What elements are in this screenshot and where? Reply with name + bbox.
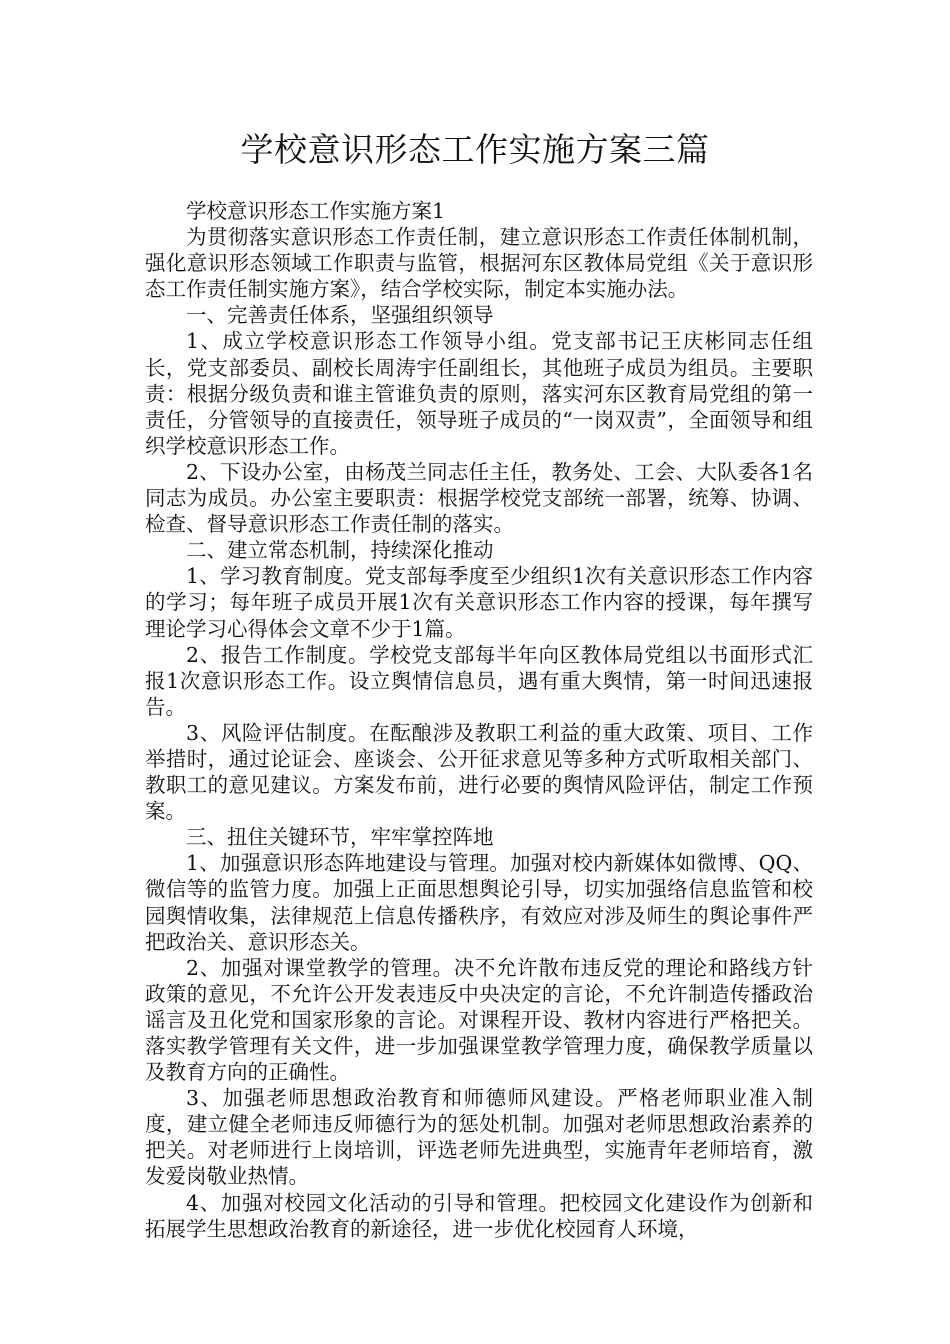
body-paragraph: 3、加强老师思想政治教育和师德师风建设。严格老师职业准入制度，建立健全老师违反师德行为的惩处机制。加强对老师思想政治素养的把关。对老师进行上岗培训，评选老师先进典型，实施青年老师培育，激发爱岗敬业热情。 <box>145 1086 813 1189</box>
section-heading: 二、建立常态机制，持续深化推动 <box>186 538 494 563</box>
body-paragraph: 2、下设办公室，由杨茂兰同志任主任，教务处、工会、大队委各1名同志为成员。办公室主要职责：根据学校党支部统一部署，统筹、协调、检查、督导意识形态工作责任制的落实。 <box>145 459 813 537</box>
section-heading: 一、完善责任体系，坚强组织领导 <box>186 303 494 328</box>
section-heading: 三、扭住关键环节，牢牢掌控阵地 <box>186 825 494 850</box>
intro-paragraph: 为贯彻落实意识形态工作责任制，建立意识形态工作责任体制机制，强化意识形态领域工作职责与监管，根据河东区教体局党组《关于意识形态工作责任制实施方案》，结合学校实际，制定本实施办法。 <box>145 225 813 302</box>
body-paragraph: 2、加强对课堂教学的管理。决不允许散布违反党的理论和路线方针政策的意见，不允许公开发表违反中央决定的言论，不允许制造传播政治谣言及丑化党和国家形象的言论。对课程开设、教材内容进行严格把关。落实教学管理有关文件，进一步加强课堂教学管理力度，确保教学质量以及教育方向的正确性。 <box>145 955 813 1085</box>
body-paragraph: 1、加强意识形态阵地建设与管理。加强对校内新媒体如微博、QQ、微信等的监管力度。加强上正面思想舆论引导，切实加强络信息监管和校园舆情收集，法律规范上信息传播秩序，有效应对涉及师生的舆论事件严把政治关、意识形态关。 <box>145 851 813 954</box>
body-paragraph: 1、学习教育制度。党支部每季度至少组织1次有关意识形态工作内容的学习；每年班子成员开展1次有关意识形态工作内容的授课，每年撰写理论学习心得体会文章不少于1篇。 <box>145 564 813 641</box>
body-paragraph: 3、风险评估制度。在酝酿涉及教职工利益的重大政策、项目、工作举措时，通过论证会、座谈会、公开征求意见等多种方式听取相关部门、教职工的意见建议。方案发布前，进行必要的舆情风险评估，制定工作预案。 <box>145 720 813 824</box>
document-body <box>145 198 813 1242</box>
body-paragraph: 4、加强对校园文化活动的引导和管理。把校园文化建设作为创新和拓展学生思想政治教育的新途径，进一步优化校园育人环境， <box>145 1190 813 1241</box>
document-title: 学校意识形态工作实施方案三篇 <box>240 130 710 169</box>
body-paragraph: 1、成立学校意识形态工作领导小组。党支部书记王庆彬同志任组长，党支部委员、副校长周涛宇任副组长，其他班子成员为组员。主要职责：根据分级负责和谁主管谁负责的原则，落实河东区教育局党组的第一责任，分管领导的直接责任，领导班子成员的“一岗双责”，全面领导和组织学校意识形态工作。 <box>145 329 813 458</box>
section-heading: 学校意识形态工作实施方案1 <box>186 199 446 223</box>
body-paragraph: 2、报告工作制度。学校党支部每半年向区教体局党组以书面形式汇报1次意识形态工作。设立舆情信息员，遇有重大舆情，第一时间迅速报告。 <box>145 642 813 719</box>
